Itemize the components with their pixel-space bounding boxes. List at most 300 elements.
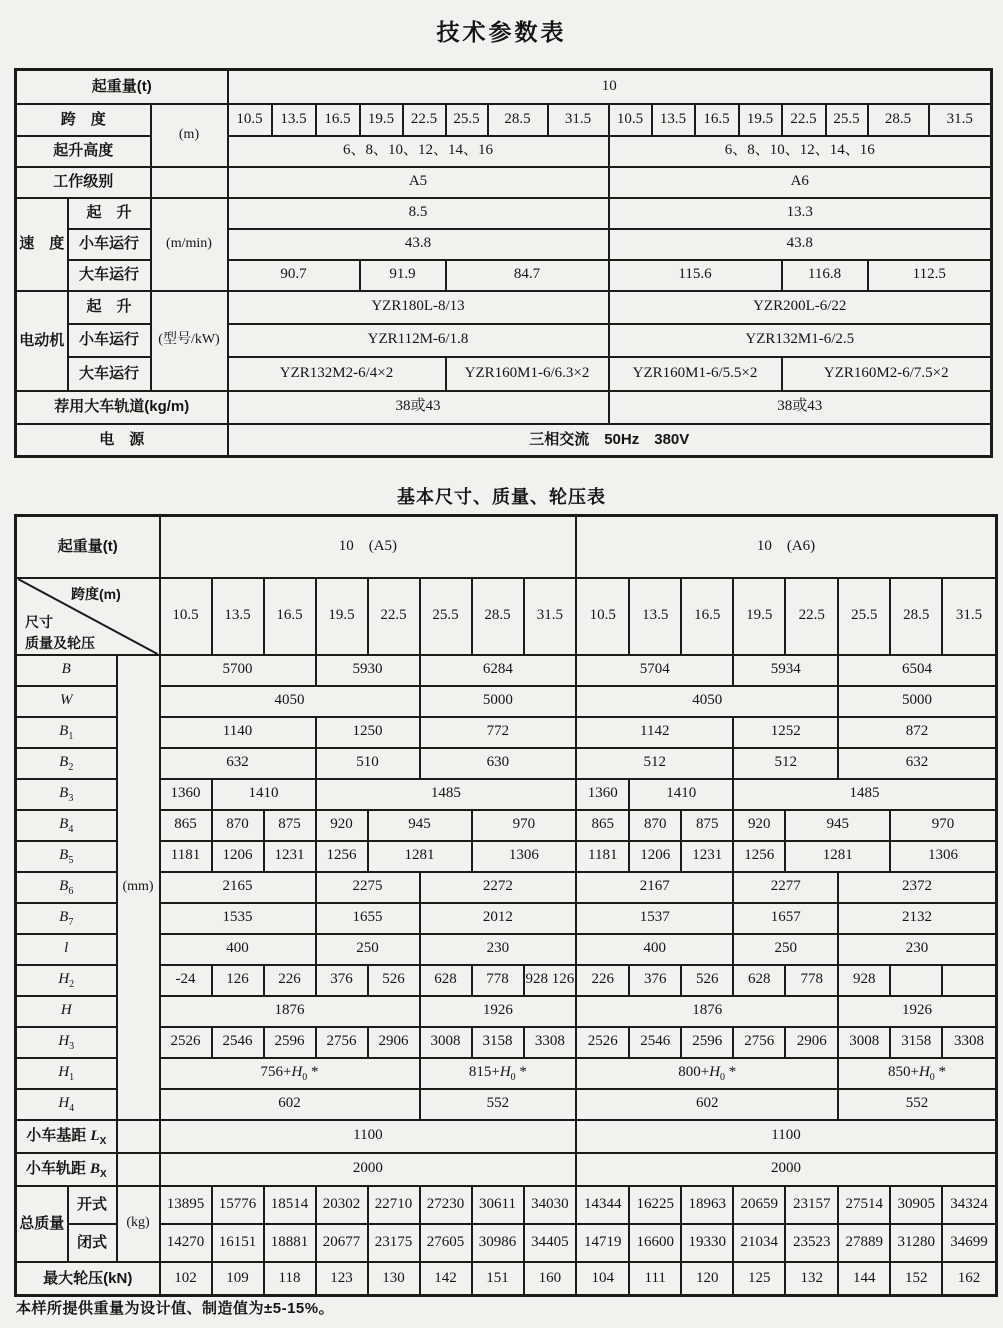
value-cell: 628 bbox=[733, 965, 785, 996]
value-cell: $B_5$ bbox=[16, 841, 117, 872]
value-cell: $H_1$ bbox=[16, 1058, 117, 1089]
value-cell: 30905 bbox=[890, 1186, 942, 1224]
value-cell: 144 bbox=[838, 1262, 890, 1296]
table-row bbox=[16, 1186, 997, 1224]
value-cell: 27889 bbox=[838, 1224, 890, 1262]
value-cell: 1206 bbox=[212, 841, 264, 872]
value-cell: 230 bbox=[838, 934, 996, 965]
value-cell: 10 (A6) bbox=[576, 516, 996, 578]
value-cell: 23157 bbox=[785, 1186, 838, 1224]
value-cell: 1140 bbox=[160, 717, 316, 748]
value-cell: 22.5 bbox=[368, 578, 420, 655]
value-cell: 30611 bbox=[472, 1186, 524, 1224]
value-cell: 2906 bbox=[368, 1027, 420, 1058]
value-cell: 19.5 bbox=[733, 578, 785, 655]
row-label-cell: 小车基距 $L_X$ bbox=[16, 1120, 117, 1153]
value-cell: A5 bbox=[228, 167, 609, 198]
value-cell: 1231 bbox=[681, 841, 733, 872]
value-cell: 772 bbox=[420, 717, 577, 748]
row-label-cell: 闭式 bbox=[68, 1224, 117, 1262]
value-cell: 18963 bbox=[681, 1186, 733, 1224]
value-cell: 1410 bbox=[629, 779, 733, 810]
value-cell: 2000 bbox=[576, 1153, 996, 1186]
value-cell: 16225 bbox=[629, 1186, 681, 1224]
value-cell: 970 bbox=[890, 810, 996, 841]
table-row bbox=[16, 167, 992, 198]
value-cell: 16.5 bbox=[681, 578, 733, 655]
value-cell: 16.5 bbox=[316, 104, 360, 136]
value-cell: 945 bbox=[368, 810, 472, 841]
value-cell: 13895 bbox=[160, 1186, 212, 1224]
value-cell: 928 126 bbox=[524, 965, 577, 996]
value-cell: 16151 bbox=[212, 1224, 264, 1262]
value-cell: 1281 bbox=[368, 841, 472, 872]
value-cell: 376 bbox=[316, 965, 368, 996]
value-cell: $B_1$ bbox=[16, 717, 117, 748]
value-cell: 20659 bbox=[733, 1186, 785, 1224]
value-cell: 14344 bbox=[576, 1186, 629, 1224]
value-cell: 1100 bbox=[160, 1120, 577, 1153]
unit-cell: (kg) bbox=[117, 1186, 160, 1262]
value-cell: 90.7 bbox=[228, 260, 360, 291]
value-cell: 928 bbox=[838, 965, 890, 996]
value-cell: 2275 bbox=[316, 872, 420, 903]
value-cell: 6、8、10、12、14、16 bbox=[228, 136, 609, 167]
value-cell: 920 bbox=[733, 810, 785, 841]
value-cell: YZR200L-6/22 bbox=[609, 291, 992, 324]
value-cell: 162 bbox=[942, 1262, 996, 1296]
value-cell: 16.5 bbox=[695, 104, 739, 136]
unit-cell: (型号/kW) bbox=[151, 291, 228, 391]
row-label-cell: 小车轨距 $B_X$ bbox=[16, 1153, 117, 1186]
value-cell: 1657 bbox=[733, 903, 838, 934]
value-cell: 2012 bbox=[420, 903, 577, 934]
value-cell: $B_2$ bbox=[16, 748, 117, 779]
value-cell: YZR160M2-6/7.5×2 bbox=[782, 357, 992, 391]
value-cell: $H_3$ bbox=[16, 1027, 117, 1058]
table-row bbox=[16, 872, 997, 903]
table-row bbox=[16, 934, 997, 965]
value-cell: YZR132M2-6/4×2 bbox=[228, 357, 446, 391]
value-cell: 865 bbox=[576, 810, 629, 841]
value-cell: 10.5 bbox=[609, 104, 652, 136]
table-row bbox=[16, 655, 997, 686]
value-cell: 1256 bbox=[316, 841, 368, 872]
table-row bbox=[16, 578, 997, 655]
value-cell: 5000 bbox=[838, 686, 996, 717]
value-cell: 43.8 bbox=[609, 229, 992, 260]
value-cell: 1252 bbox=[733, 717, 838, 748]
table-row bbox=[16, 779, 997, 810]
value-cell: 1410 bbox=[212, 779, 316, 810]
value-cell: 630 bbox=[420, 748, 577, 779]
value-cell: YZR180L-8/13 bbox=[228, 291, 609, 324]
value-cell: 628 bbox=[420, 965, 472, 996]
table-row bbox=[16, 903, 997, 934]
value-cell: 6504 bbox=[838, 655, 996, 686]
value-cell: 3308 bbox=[942, 1027, 996, 1058]
table-row bbox=[16, 424, 992, 457]
value-cell: 865 bbox=[160, 810, 212, 841]
value-cell: W bbox=[16, 686, 117, 717]
table-row bbox=[16, 70, 992, 104]
value-cell: 14270 bbox=[160, 1224, 212, 1262]
value-cell: 20677 bbox=[316, 1224, 368, 1262]
value-cell: 1100 bbox=[576, 1120, 996, 1153]
value-cell: 1231 bbox=[264, 841, 316, 872]
value-cell: 2526 bbox=[576, 1027, 629, 1058]
row-label-cell: 最大轮压(kN) bbox=[16, 1262, 160, 1296]
value-cell: 5930 bbox=[316, 655, 420, 686]
value-cell: 115.6 bbox=[609, 260, 782, 291]
value-cell: 6、8、10、12、14、16 bbox=[609, 136, 992, 167]
value-cell: 2165 bbox=[160, 872, 316, 903]
value-cell: 778 bbox=[785, 965, 838, 996]
value-cell: 20302 bbox=[316, 1186, 368, 1224]
value-cell: 19.5 bbox=[739, 104, 782, 136]
value-cell: 2546 bbox=[629, 1027, 681, 1058]
value-cell: 22710 bbox=[368, 1186, 420, 1224]
value-cell: 23523 bbox=[785, 1224, 838, 1262]
value-cell: 4050 bbox=[160, 686, 420, 717]
value-cell: 3308 bbox=[524, 1027, 577, 1058]
value-cell: 102 bbox=[160, 1262, 212, 1296]
row-label-cell: 总质量 bbox=[16, 1186, 68, 1262]
diagonal-header-cell bbox=[16, 578, 160, 655]
table-row bbox=[16, 810, 997, 841]
row-label-cell: 起 升 bbox=[68, 198, 151, 229]
value-cell: 3158 bbox=[890, 1027, 942, 1058]
value-cell: 22.5 bbox=[782, 104, 826, 136]
value-cell: 1142 bbox=[576, 717, 733, 748]
value-cell: 28.5 bbox=[868, 104, 929, 136]
value-cell: $B_7$ bbox=[16, 903, 117, 934]
value-cell: 15776 bbox=[212, 1186, 264, 1224]
unit-cell: (m) bbox=[151, 104, 228, 167]
value-cell: 18881 bbox=[264, 1224, 316, 1262]
diag-dimension-label: 尺寸 bbox=[25, 613, 53, 630]
table-row bbox=[16, 1120, 997, 1153]
value-cell: 18514 bbox=[264, 1186, 316, 1224]
table-row bbox=[16, 965, 997, 996]
value-cell: 152 bbox=[890, 1262, 942, 1296]
value-cell: 16.5 bbox=[264, 578, 316, 655]
value-cell: 632 bbox=[838, 748, 996, 779]
value-cell: 875 bbox=[681, 810, 733, 841]
value-cell: 1535 bbox=[160, 903, 316, 934]
row-label-cell: 开式 bbox=[68, 1186, 117, 1224]
value-cell: 25.5 bbox=[420, 578, 472, 655]
table-row bbox=[16, 104, 992, 136]
value-cell: 38或43 bbox=[609, 391, 992, 424]
row-label-cell: 电动机 bbox=[16, 291, 68, 391]
value-cell: 1181 bbox=[160, 841, 212, 872]
value-cell: 2596 bbox=[681, 1027, 733, 1058]
value-cell: 84.7 bbox=[446, 260, 609, 291]
table-row bbox=[16, 686, 997, 717]
value-cell: 250 bbox=[316, 934, 420, 965]
table-row bbox=[16, 841, 997, 872]
value-cell: 34324 bbox=[942, 1186, 996, 1224]
value-cell bbox=[890, 965, 942, 996]
table-row bbox=[16, 1089, 997, 1120]
dimensions-mass-wheelload-table bbox=[14, 514, 998, 1297]
value-cell: 526 bbox=[368, 965, 420, 996]
value-cell: 19.5 bbox=[316, 578, 368, 655]
value-cell: 109 bbox=[212, 1262, 264, 1296]
dimensions-table-title: 基本尺寸、质量、轮压表 bbox=[397, 487, 606, 507]
value-cell: 22.5 bbox=[785, 578, 838, 655]
row-label-cell: 小车运行 bbox=[68, 324, 151, 357]
value-cell: 14719 bbox=[576, 1224, 629, 1262]
value-cell: 111 bbox=[629, 1262, 681, 1296]
value-cell: 526 bbox=[681, 965, 733, 996]
value-cell: 2596 bbox=[264, 1027, 316, 1058]
footnote: 本样所提供重量为设计值、制造值为±5-15%。 bbox=[16, 1300, 335, 1317]
table-row bbox=[16, 291, 992, 324]
value-cell: 126 bbox=[212, 965, 264, 996]
table-row bbox=[16, 516, 997, 578]
value-cell: 10.5 bbox=[576, 578, 629, 655]
value-cell: 16600 bbox=[629, 1224, 681, 1262]
value-cell: 1485 bbox=[733, 779, 996, 810]
value-cell: YZR160M1-6/6.3×2 bbox=[446, 357, 609, 391]
unit-cell bbox=[117, 1120, 160, 1153]
value-cell: 31.5 bbox=[548, 104, 609, 136]
value-cell: H bbox=[16, 996, 117, 1027]
value-cell: 1256 bbox=[733, 841, 785, 872]
value-cell: $815+H_0$ * bbox=[420, 1058, 577, 1089]
row-label-cell: 大车运行 bbox=[68, 260, 151, 291]
row-label-cell: 电 源 bbox=[16, 424, 228, 457]
value-cell: 552 bbox=[838, 1089, 996, 1120]
row-label-cell: 小车运行 bbox=[68, 229, 151, 260]
value-cell: 34405 bbox=[524, 1224, 577, 1262]
value-cell: $800+H_0$ * bbox=[576, 1058, 838, 1089]
value-cell: 13.5 bbox=[212, 578, 264, 655]
value-cell: 25.5 bbox=[826, 104, 868, 136]
value-cell: 31.5 bbox=[524, 578, 577, 655]
value-cell: 2132 bbox=[838, 903, 996, 934]
value-cell: 27514 bbox=[838, 1186, 890, 1224]
value-cell bbox=[942, 965, 996, 996]
value-cell: 2167 bbox=[576, 872, 733, 903]
value-cell: 2756 bbox=[733, 1027, 785, 1058]
table-row bbox=[16, 1224, 997, 1262]
value-cell: 5704 bbox=[576, 655, 733, 686]
unit-cell: (m/min) bbox=[151, 198, 228, 291]
value-cell: $B_4$ bbox=[16, 810, 117, 841]
value-cell: 130 bbox=[368, 1262, 420, 1296]
value-cell: 945 bbox=[785, 810, 890, 841]
value-cell: $H_2$ bbox=[16, 965, 117, 996]
value-cell: 226 bbox=[576, 965, 629, 996]
value-cell: A6 bbox=[609, 167, 992, 198]
value-cell: 1485 bbox=[316, 779, 577, 810]
value-cell: 1926 bbox=[838, 996, 996, 1027]
value-cell: 25.5 bbox=[446, 104, 488, 136]
value-cell: 151 bbox=[472, 1262, 524, 1296]
row-label-cell: 跨 度 bbox=[16, 104, 151, 136]
value-cell: 10.5 bbox=[228, 104, 272, 136]
table-row bbox=[16, 1058, 997, 1089]
value-cell: 632 bbox=[160, 748, 316, 779]
value-cell: 2906 bbox=[785, 1027, 838, 1058]
value-cell: 778 bbox=[472, 965, 524, 996]
value-cell: 2000 bbox=[160, 1153, 577, 1186]
value-cell: 870 bbox=[212, 810, 264, 841]
value-cell: 27605 bbox=[420, 1224, 472, 1262]
value-cell: $756+H_0$ * bbox=[160, 1058, 420, 1089]
value-cell: 13.5 bbox=[272, 104, 316, 136]
row-label-cell: 荐用大车轨道(kg/m) bbox=[16, 391, 228, 424]
table-row bbox=[16, 996, 997, 1027]
row-label-cell: 三相交流 50Hz 380V bbox=[228, 424, 992, 457]
row-label-cell: 起重量(t) bbox=[16, 516, 160, 578]
value-cell: 1360 bbox=[576, 779, 629, 810]
value-cell: 3158 bbox=[472, 1027, 524, 1058]
value-cell: 226 bbox=[264, 965, 316, 996]
value-cell: 2546 bbox=[212, 1027, 264, 1058]
value-cell: 28.5 bbox=[488, 104, 548, 136]
value-cell: 870 bbox=[629, 810, 681, 841]
unit-cell bbox=[117, 1153, 160, 1186]
value-cell: 1655 bbox=[316, 903, 420, 934]
value-cell: $H_4$ bbox=[16, 1089, 117, 1120]
value-cell: 19.5 bbox=[360, 104, 403, 136]
row-label-cell: 起 升 bbox=[68, 291, 151, 324]
value-cell: $B_6$ bbox=[16, 872, 117, 903]
value-cell: 5934 bbox=[733, 655, 838, 686]
value-cell: 602 bbox=[160, 1089, 420, 1120]
value-cell: 142 bbox=[420, 1262, 472, 1296]
value-cell: 1250 bbox=[316, 717, 420, 748]
row-label-cell: 速 度 bbox=[16, 198, 68, 291]
value-cell: 2526 bbox=[160, 1027, 212, 1058]
value-cell: 43.8 bbox=[228, 229, 609, 260]
table-row bbox=[16, 1262, 997, 1296]
value-cell: 13.3 bbox=[609, 198, 992, 229]
value-cell: 6284 bbox=[420, 655, 577, 686]
value-cell: 5000 bbox=[420, 686, 577, 717]
value-cell: YZR112M-6/1.8 bbox=[228, 324, 609, 357]
value-cell: 1876 bbox=[576, 996, 838, 1027]
value-cell: 30986 bbox=[472, 1224, 524, 1262]
value-cell: 2272 bbox=[420, 872, 577, 903]
value-cell: 1281 bbox=[785, 841, 890, 872]
value-cell: 116.8 bbox=[782, 260, 868, 291]
value-cell: 1926 bbox=[420, 996, 577, 1027]
value-cell: 510 bbox=[316, 748, 420, 779]
value-cell: 31280 bbox=[890, 1224, 942, 1262]
value-cell: 1360 bbox=[160, 779, 212, 810]
value-cell: 230 bbox=[420, 934, 577, 965]
value-cell: 602 bbox=[576, 1089, 838, 1120]
value-cell: 112.5 bbox=[868, 260, 992, 291]
value-cell: YZR160M1-6/5.5×2 bbox=[609, 357, 782, 391]
value-cell: 125 bbox=[733, 1262, 785, 1296]
value-cell: 27230 bbox=[420, 1186, 472, 1224]
unit-cell: (mm) bbox=[117, 655, 160, 1120]
value-cell: 970 bbox=[472, 810, 577, 841]
value-cell: 25.5 bbox=[838, 578, 890, 655]
page-title: 技术参数表 bbox=[436, 19, 567, 45]
value-cell: 4050 bbox=[576, 686, 838, 717]
value-cell: 875 bbox=[264, 810, 316, 841]
table-row bbox=[16, 1027, 997, 1058]
row-label-cell: 起重量(t) bbox=[16, 70, 228, 104]
value-cell: 31.5 bbox=[942, 578, 996, 655]
value-cell: 1876 bbox=[160, 996, 420, 1027]
value-cell: 23175 bbox=[368, 1224, 420, 1262]
value-cell: 120 bbox=[681, 1262, 733, 1296]
value-cell: -24 bbox=[160, 965, 212, 996]
value-cell: 118 bbox=[264, 1262, 316, 1296]
value-cell: 920 bbox=[316, 810, 368, 841]
value-cell: 872 bbox=[838, 717, 996, 748]
value-cell: l bbox=[16, 934, 117, 965]
value-cell: 91.9 bbox=[360, 260, 446, 291]
value-cell: 512 bbox=[733, 748, 838, 779]
table-row bbox=[16, 1153, 997, 1186]
value-cell: B bbox=[16, 655, 117, 686]
value-cell: 512 bbox=[576, 748, 733, 779]
value-cell: 250 bbox=[733, 934, 838, 965]
value-cell: 104 bbox=[576, 1262, 629, 1296]
diag-mass-wheelload-label: 质量及轮压 bbox=[25, 634, 95, 651]
value-cell: 34699 bbox=[942, 1224, 996, 1262]
value-cell: 1181 bbox=[576, 841, 629, 872]
value-cell: 10.5 bbox=[160, 578, 212, 655]
value-cell: 1206 bbox=[629, 841, 681, 872]
value-cell: 19330 bbox=[681, 1224, 733, 1262]
value-cell: 1537 bbox=[576, 903, 733, 934]
value-cell: 21034 bbox=[733, 1224, 785, 1262]
table-row bbox=[16, 717, 997, 748]
tech-params-table bbox=[14, 68, 993, 458]
value-cell: 1306 bbox=[472, 841, 577, 872]
value-cell: 400 bbox=[576, 934, 733, 965]
value-cell: 376 bbox=[629, 965, 681, 996]
row-label-cell: 起升高度 bbox=[16, 136, 151, 167]
value-cell: 552 bbox=[420, 1089, 577, 1120]
row-label-cell: 大车运行 bbox=[68, 357, 151, 391]
value-cell: YZR132M1-6/2.5 bbox=[609, 324, 992, 357]
value-cell: 2372 bbox=[838, 872, 996, 903]
value-cell: 3008 bbox=[420, 1027, 472, 1058]
value-cell: 3008 bbox=[838, 1027, 890, 1058]
value-cell: $B_3$ bbox=[16, 779, 117, 810]
value-cell: 2756 bbox=[316, 1027, 368, 1058]
value-cell: 1306 bbox=[890, 841, 996, 872]
table-row bbox=[16, 748, 997, 779]
unit-cell bbox=[151, 167, 228, 198]
value-cell: 10 bbox=[228, 70, 992, 104]
value-cell: 123 bbox=[316, 1262, 368, 1296]
row-label-cell: 工作级别 bbox=[16, 167, 151, 198]
table-row bbox=[16, 391, 992, 424]
value-cell: 132 bbox=[785, 1262, 838, 1296]
value-cell: 10 (A5) bbox=[160, 516, 577, 578]
value-cell: 2277 bbox=[733, 872, 838, 903]
value-cell: 28.5 bbox=[472, 578, 524, 655]
table-row bbox=[16, 198, 992, 229]
diag-span-label: 跨度(m) bbox=[71, 585, 121, 602]
value-cell: $850+H_0$ * bbox=[838, 1058, 996, 1089]
value-cell: 13.5 bbox=[629, 578, 681, 655]
value-cell: 13.5 bbox=[652, 104, 695, 136]
value-cell: 5700 bbox=[160, 655, 316, 686]
